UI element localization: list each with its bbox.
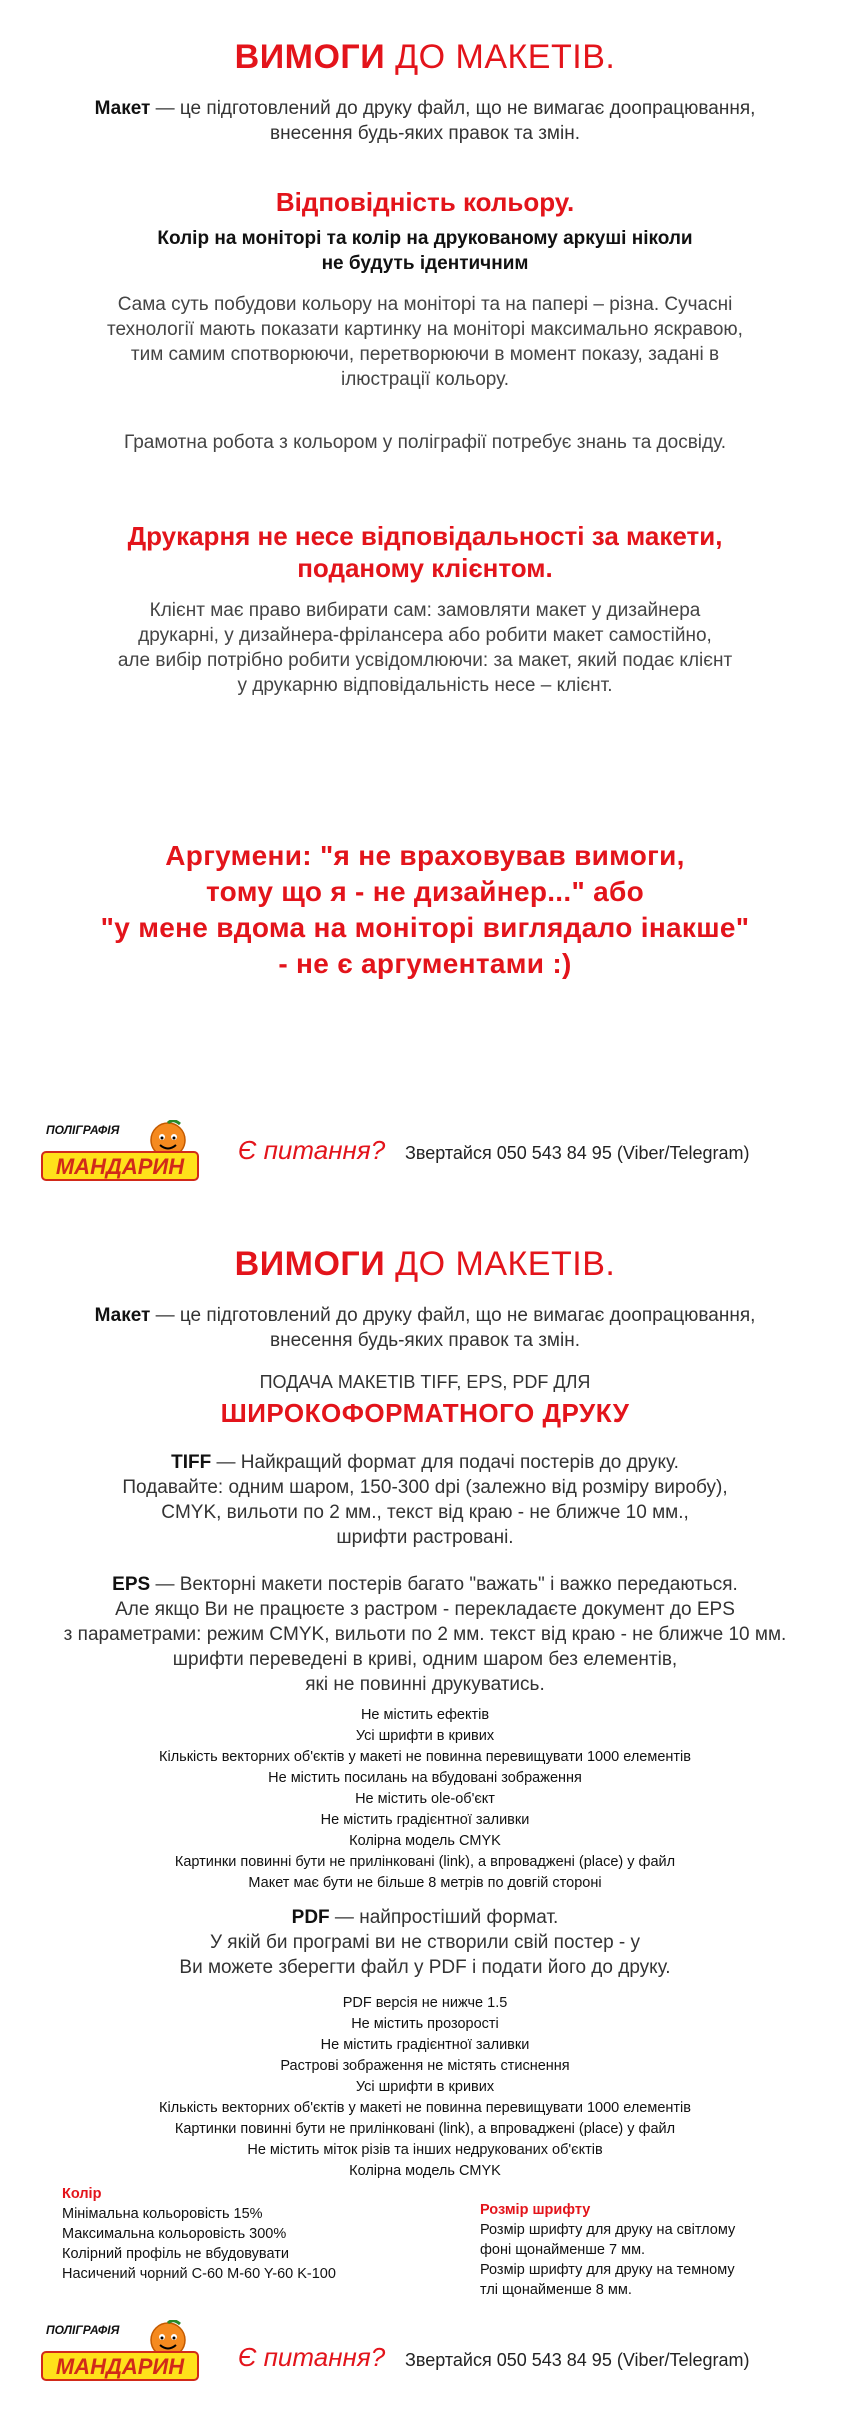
body-line: шрифти переведені в криві, одним шаром без елементів, bbox=[172, 1649, 678, 1670]
title-bold: ВИМОГИ bbox=[234, 1245, 386, 1283]
intro-line: внесення будь-яких правок та змін. bbox=[270, 123, 580, 144]
logo-top-text: ПОЛІГРАФІЯ bbox=[46, 2323, 120, 2337]
eps-term: EPS bbox=[112, 1574, 151, 1595]
intro-term: Макет bbox=[94, 1305, 151, 1326]
body-line: ілюстрації кольору. bbox=[340, 369, 509, 390]
body-line: Подавайте: одним шаром, 150-300 dpi (залежно від розміру виробу), bbox=[122, 1477, 728, 1498]
page-title-2 bbox=[0, 1245, 850, 1284]
callout-line: - не є аргументами :) bbox=[278, 948, 572, 979]
color-body bbox=[0, 292, 850, 392]
body-line: технології мають показати картинку на моніторі максимально яскравою, bbox=[107, 319, 743, 340]
tiff-block bbox=[0, 1450, 850, 1550]
contact-phone[interactable]: Звертайся 050 543 84 95 (Viber/Telegram) bbox=[405, 1143, 750, 1163]
list-item: Розмір шрифту для друку на темному bbox=[480, 2262, 735, 2278]
body-line: друкарні, у дизайнера-фрілансера або робити макет самостійно, bbox=[138, 625, 712, 646]
tiff-term: TIFF bbox=[171, 1452, 212, 1473]
list-item: Кількість векторних об'єктів у макеті не повинна перевищувати 1000 елементів bbox=[159, 1749, 691, 1765]
page-title-1 bbox=[0, 38, 850, 77]
list-item: Не містить міток різів та інших недрукованих об'єктів bbox=[247, 2142, 603, 2158]
callout-line: тому що я - не дизайнер..." або bbox=[206, 876, 644, 907]
body-line: CMYK, вильоти по 2 мм., текст від краю - не ближче 10 мм., bbox=[161, 1502, 689, 1523]
intro-term: Макет bbox=[94, 98, 151, 119]
intro-paragraph-1 bbox=[0, 96, 850, 146]
body-line: — найпростіший формат. bbox=[329, 1907, 559, 1928]
color-sub-line: не будуть ідентичним bbox=[321, 253, 529, 274]
font-size-requirements bbox=[480, 2200, 735, 2300]
intro-paragraph-2 bbox=[0, 1303, 850, 1353]
color-requirements bbox=[62, 2184, 336, 2284]
intro-line: — це підготовлений до друку файл, що не вимагає доопрацювання, bbox=[150, 98, 756, 119]
callout-line: Аргумени: "я не враховував вимоги, bbox=[165, 840, 685, 871]
logo-main-text: МАНДАРИН bbox=[55, 1154, 185, 1179]
list-item: Розмір шрифту для друку на світлому bbox=[480, 2222, 736, 2238]
intro-line: внесення будь-яких правок та змін. bbox=[270, 1330, 580, 1351]
pdf-block bbox=[0, 1905, 850, 1980]
body-line: шрифти растровані. bbox=[336, 1527, 514, 1548]
body-line: — Векторні макети постерів багато "важать" і важко передаються. bbox=[150, 1574, 738, 1595]
body-line: з параметрами: режим CMYK, вильоти по 2 мм. текст від краю - не ближче 10 мм. bbox=[63, 1624, 787, 1645]
question-label: Є питання? bbox=[238, 2342, 386, 2372]
list-item: Усі шрифти в кривих bbox=[355, 2079, 495, 2095]
list-item: Колірний профіль не вбудовувати bbox=[62, 2246, 289, 2262]
list-item: Картинки повинні бути не прилінковані (link), а впроваджені (place) у файл bbox=[174, 1854, 676, 1870]
responsibility-body bbox=[0, 598, 850, 698]
list-item: Растрові зображення не містять стиснення bbox=[280, 2058, 570, 2074]
body-line: Сама суть побудови кольору на моніторі та на папері – різна. Сучасні bbox=[117, 294, 733, 315]
pdf-requirements-list bbox=[0, 1993, 850, 2182]
body-line: тим самим спотворюючи, перетворюючи в момент показу, задані в bbox=[130, 344, 720, 365]
color-head: Колір bbox=[62, 2186, 102, 2202]
font-head: Розмір шрифту bbox=[480, 2202, 591, 2218]
color-heading: Відповідність кольору. bbox=[275, 187, 575, 217]
list-item: фоні щонайменше 7 мм. bbox=[480, 2242, 646, 2258]
callout-line: "у мене вдома на моніторі виглядало інакше" bbox=[100, 912, 750, 943]
list-item: Не містить градієнтної заливки bbox=[320, 1812, 530, 1828]
eps-requirements-list bbox=[0, 1705, 850, 1894]
body-line: але вибір потрібно робити усвідомлюючи: за макет, який подає клієнт bbox=[117, 650, 733, 671]
brand-logo bbox=[40, 2320, 200, 2389]
logo-main-text: МАНДАРИН bbox=[55, 2354, 185, 2379]
heading-line: Друкарня не несе відповідальності за макети, bbox=[127, 521, 723, 551]
list-item: Колірна модель CMYK bbox=[349, 1833, 501, 1849]
color-sub-line: Колір на моніторі та колір на друкованому аркуші ніколи bbox=[157, 228, 693, 249]
body-line: — Найкращий формат для подачі постерів до друку. bbox=[211, 1452, 679, 1473]
color-body-2: Грамотна робота з кольором у поліграфії потребує знань та досвіду. bbox=[123, 432, 726, 453]
list-item: Не містить ефектів bbox=[360, 1707, 490, 1723]
intro-line: — це підготовлений до друку файл, що не вимагає доопрацювання, bbox=[150, 1305, 756, 1326]
formats-line: ПОДАЧА МАКЕТІВ TIFF, EPS, PDF ДЛЯ bbox=[259, 1372, 591, 1392]
body-line: які не повинні друкуватись. bbox=[305, 1674, 545, 1695]
list-item: Макет має бути не більше 8 метрів по довгій стороні bbox=[248, 1875, 602, 1891]
list-item: Картинки повинні бути не прилінковані (link), а впроваджені (place) у файл bbox=[174, 2121, 676, 2137]
list-item: Кількість векторних об'єктів у макеті не повинна перевищувати 1000 елементів bbox=[159, 2100, 691, 2116]
logo-graphic bbox=[40, 1120, 200, 1184]
list-item: Усі шрифти в кривих bbox=[355, 1728, 495, 1744]
list-item: Колірна модель CMYK bbox=[349, 2163, 501, 2179]
eps-block bbox=[0, 1572, 850, 1697]
title-bold: ВИМОГИ bbox=[234, 38, 386, 76]
color-subheading bbox=[0, 226, 850, 276]
list-item: Не містить прозорості bbox=[351, 2016, 499, 2032]
list-item: Мінімальна кольоровість 15% bbox=[62, 2206, 263, 2222]
list-item: PDF версія не нижче 1.5 bbox=[342, 1995, 508, 2011]
list-item: Насичений чорний C-60 M-60 Y-60 K-100 bbox=[62, 2266, 336, 2282]
body-line: Але якщо Ви не працюєте з растром - перекладаєте документ до EPS bbox=[115, 1599, 735, 1620]
logo-graphic bbox=[40, 2320, 200, 2384]
list-item: тлі щонайменше 8 мм. bbox=[480, 2282, 632, 2298]
list-item: Максимальна кольоровість 300% bbox=[62, 2226, 287, 2242]
body-line: У якій би програмі ви не створили свій постер - у bbox=[209, 1932, 641, 1953]
question-label: Є питання? bbox=[238, 1135, 386, 1165]
body-line: Ви можете зберегти файл у PDF і подати його до друку. bbox=[179, 1957, 671, 1978]
formats-heading: ШИРОКОФОРМАТНОГО ДРУКУ bbox=[220, 1398, 630, 1428]
body-line: у друкарню відповідальність несе – клієнт. bbox=[237, 675, 613, 696]
list-item: Не містить посилань на вбудовані зображення bbox=[268, 1770, 582, 1786]
pdf-term: PDF bbox=[291, 1907, 330, 1928]
brand-logo bbox=[40, 1120, 200, 1189]
body-line: Клієнт має право вибирати сам: замовляти макет у дизайнера bbox=[149, 600, 701, 621]
contact-phone[interactable]: Звертайся 050 543 84 95 (Viber/Telegram) bbox=[405, 2350, 750, 2370]
arguments-callout bbox=[0, 838, 850, 982]
heading-line: поданому клієнтом. bbox=[297, 553, 553, 583]
list-item: Не містить ole-об'єкт bbox=[355, 1791, 495, 1807]
logo-top-text: ПОЛІГРАФІЯ bbox=[46, 1123, 120, 1137]
responsibility-heading bbox=[0, 520, 850, 584]
title-rest: ДО МАКЕТІВ. bbox=[385, 1245, 616, 1283]
list-item: Не містить градієнтної заливки bbox=[320, 2037, 530, 2053]
title-rest: ДО МАКЕТІВ. bbox=[385, 38, 616, 76]
